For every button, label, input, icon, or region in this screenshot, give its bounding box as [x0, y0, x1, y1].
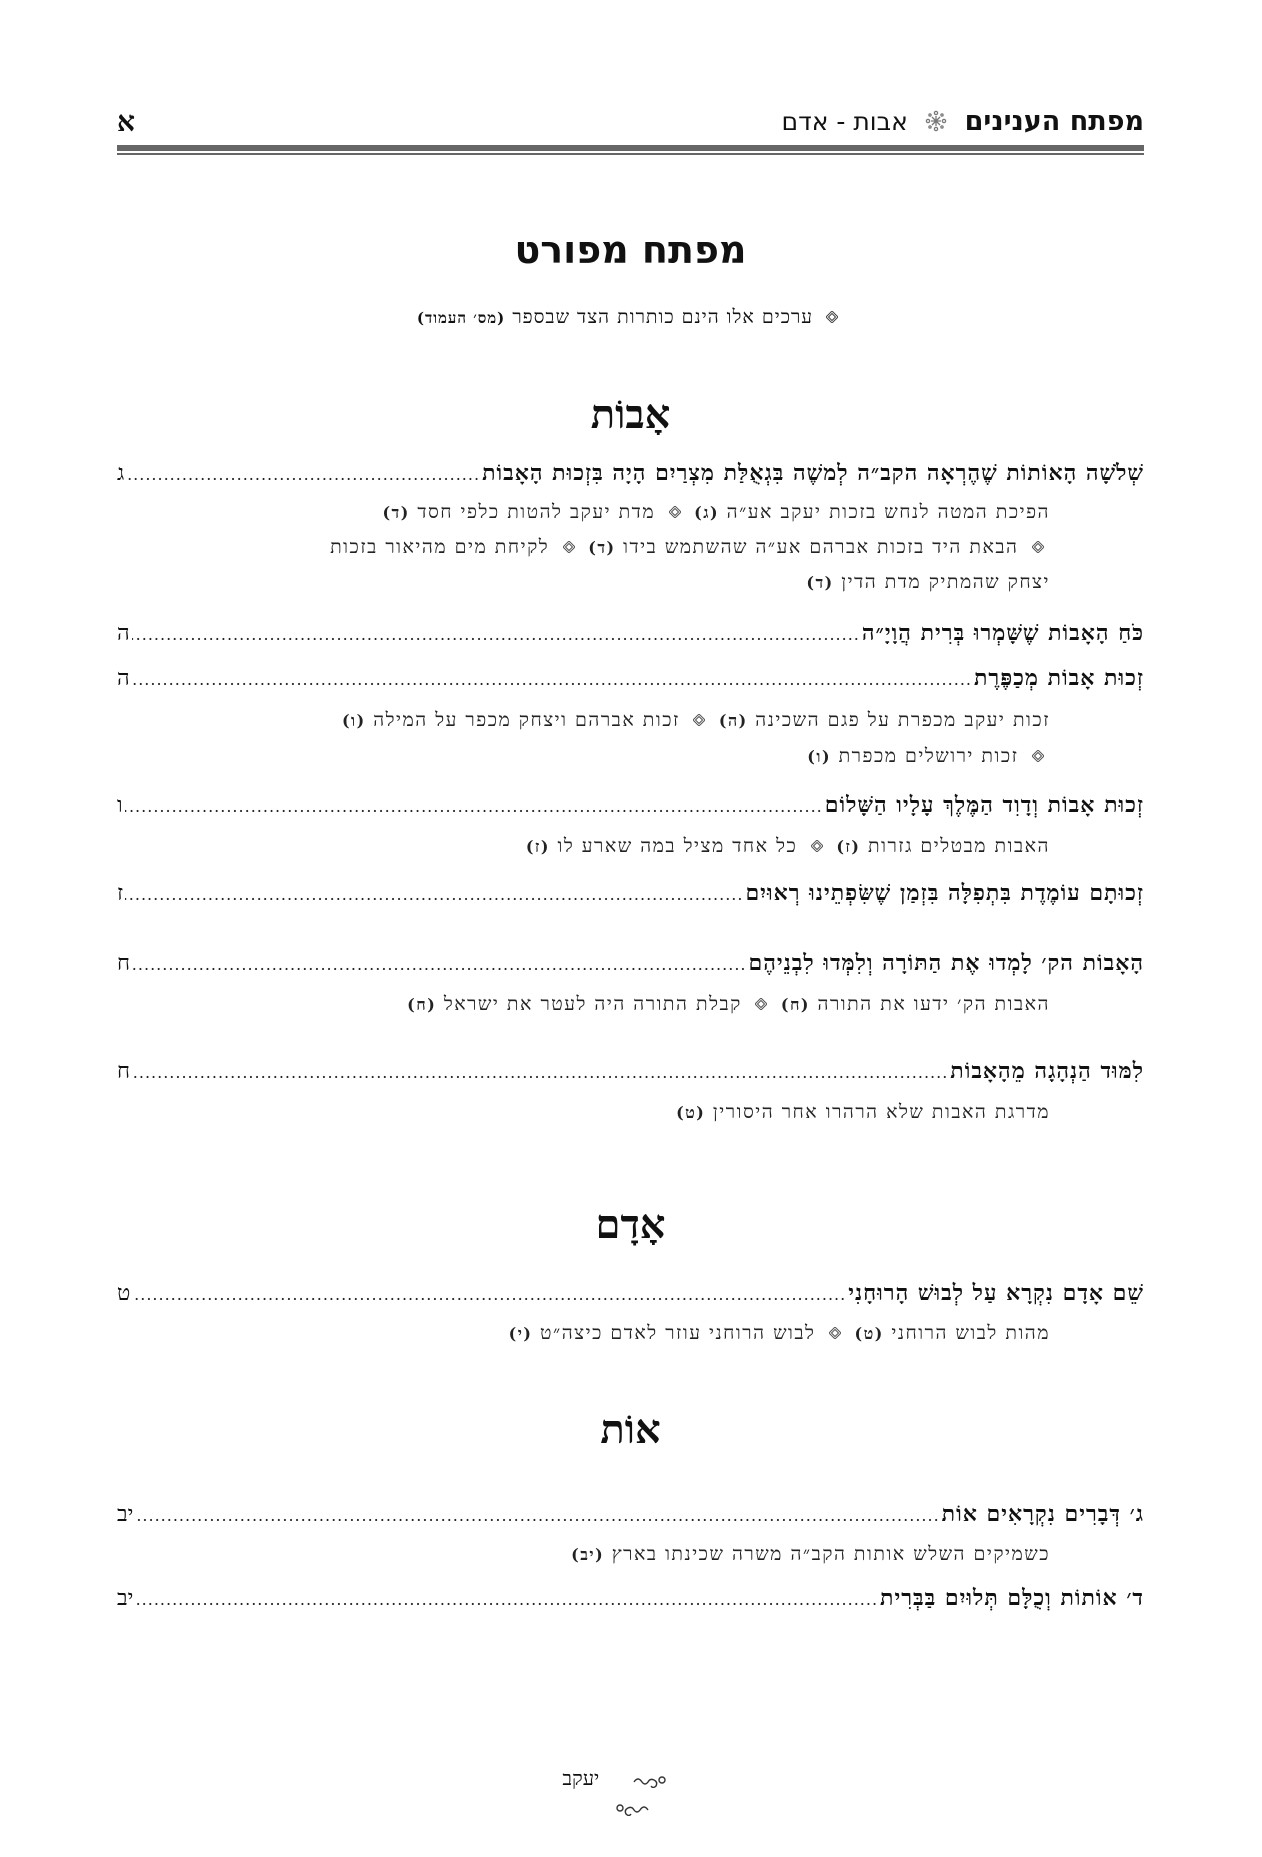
dot-leader	[125, 791, 823, 823]
subtopic-ref: (ח)	[780, 995, 810, 1014]
entry-subtopics	[150, 1318, 1050, 1349]
diamond-bullet-icon	[1032, 750, 1044, 762]
entry-title: לִמּוּד הַנְהָגָה מֵהָאָבוֹת	[950, 1058, 1144, 1084]
entry-page: ה	[117, 666, 130, 691]
diamond-bullet-icon	[826, 311, 838, 323]
flourish-ornament-icon	[632, 1772, 672, 1788]
entry-page: ג	[117, 461, 125, 486]
entry-page: ח	[117, 1059, 131, 1084]
entry-title: זְכוּתָם עוֹמֶדֶת בִּתְפִלָּה בִּזְמַן שֶׁשִּׂפְתֵינוּ רְאוּיִם	[745, 880, 1144, 906]
entry-subtopics	[150, 705, 1050, 736]
index-entry[interactable]	[117, 789, 1144, 821]
dot-leader	[132, 664, 972, 696]
entry-page: ה	[117, 621, 130, 646]
subtopic: הבאת היד בזכות אברהם אע״ה שהשתמש בידו	[623, 536, 1019, 558]
subtopic: האבות מבטלים גזרות	[868, 835, 1050, 857]
diamond-bullet-icon	[811, 840, 823, 852]
diamond-bullet-icon	[829, 1327, 841, 1339]
dot-leader	[135, 1500, 939, 1532]
subtopic: מדת יעקב להטות כלפי חסד	[417, 501, 656, 523]
subtopic: כשמיקים השלש אותות הקב״ה משרה שכינתו בארץ	[611, 1543, 1050, 1565]
subtopic: כל אחד מציל במה שארע לו	[557, 835, 798, 857]
running-header-title-group	[782, 104, 1144, 140]
entry-title: זְכוּת אָבוֹת מְכַפֶּרֶת	[973, 665, 1144, 691]
entry-subtopics	[150, 1097, 1050, 1128]
index-entry[interactable]	[117, 877, 1144, 909]
running-header	[117, 104, 1144, 140]
entry-title: כֹּחַ הָאָבוֹת שֶׁשָּׁמְרוּ בְּרִית הֲוָיָ״ה	[861, 620, 1144, 646]
entry-subtopics	[150, 497, 1050, 528]
subtopic: לקיחת מים מהיאור בזכות	[330, 536, 550, 558]
footer-text: יעקב	[562, 1766, 600, 1790]
index-entry[interactable]	[117, 617, 1144, 649]
entry-title: זְכוּת אָבוֹת וְדָוִד הַמֶּלֶךְ עָלָיו הַשָּׁלוֹם	[824, 792, 1144, 818]
subtopic-ref: (יב)	[571, 1545, 605, 1564]
subtitle-note: (מס׳ העמוד)	[416, 309, 506, 327]
index-entry[interactable]	[117, 1055, 1144, 1087]
subtopic: זכות ירושלים מכפרת	[838, 745, 1019, 767]
subtopic: מדרגת האבות שלא הרהרו אחר היסורין	[712, 1101, 1050, 1123]
entry-subtopics	[150, 532, 1050, 563]
index-entry[interactable]	[117, 1498, 1144, 1530]
index-entry[interactable]	[117, 947, 1144, 979]
subtopic-ref: (ד)	[806, 573, 834, 592]
entry-page: ו	[117, 793, 123, 818]
page-footer	[520, 1764, 740, 1820]
entry-title: שֵׁם אָדָם נִקְרָא עַל לְבוּשׁ הָרוּחָנִי	[848, 1280, 1144, 1306]
entry-subtopics	[150, 741, 1050, 772]
diamond-bullet-icon	[669, 506, 681, 518]
subtopic-ref: (ח)	[407, 995, 437, 1014]
entry-page: יב	[117, 1502, 134, 1527]
entry-page: יב	[117, 1586, 134, 1611]
diamond-bullet-icon	[1032, 541, 1044, 553]
subtopic: קבלת התורה היה לעטר את ישראל	[443, 993, 742, 1015]
subtopic-ref: (ז)	[836, 837, 861, 856]
dot-leader	[132, 1057, 948, 1089]
index-entry[interactable]	[117, 662, 1144, 694]
subtopic-ref: (ד)	[382, 503, 410, 522]
entry-page: ז	[117, 881, 124, 906]
section-heading-adam: אָדָם	[595, 1201, 666, 1248]
header-rule-thin	[117, 153, 1144, 155]
entry-subtopics	[150, 567, 1050, 598]
subtopic-ref: (ז)	[525, 837, 550, 856]
dot-leader	[135, 1584, 878, 1616]
section-heading-avot: אָבוֹת	[590, 391, 671, 438]
subtopic-ref: (ה)	[718, 711, 748, 730]
subtopic: יצחק שהמתיק מדת הדין	[841, 571, 1050, 593]
subtopic-ref: (ט)	[676, 1103, 706, 1122]
subtopic: האבות הק׳ ידעו את התורה	[817, 993, 1050, 1015]
index-entry[interactable]	[117, 1277, 1144, 1309]
subtopic-ref: (י)	[508, 1324, 533, 1343]
dot-leader	[132, 619, 860, 651]
diamond-bullet-icon	[755, 998, 767, 1010]
header-rule-thick	[117, 145, 1144, 151]
dot-leader	[132, 1279, 846, 1311]
entry-subtopics	[150, 989, 1050, 1020]
diamond-bullet-icon	[563, 541, 575, 553]
page-subtitle	[117, 303, 1144, 332]
subtopic-ref: (ו)	[341, 711, 366, 730]
subtopic-ref: (ג)	[694, 503, 720, 522]
page-letter: א	[117, 105, 135, 138]
entry-subtopics	[150, 1539, 1050, 1570]
entry-title: ג׳ דְּבָרִים נִקְרָאִים אוֹת	[941, 1501, 1144, 1527]
snowflake-ornament-icon	[925, 110, 947, 132]
subtopic: זכות יעקב מכפרת על פגם השכינה	[755, 709, 1050, 731]
page-title: מפתח מפורט	[514, 228, 747, 272]
subtopic: לבוש הרוחני עוזר לאדם כיצה״ט	[540, 1322, 816, 1344]
entry-title: הָאָבוֹת הק׳ לָמְדוּ אֶת הַתּוֹרָה וְלִמְּדוּ לִבְנֵיהֶם	[748, 950, 1144, 976]
flourish-ornament-icon	[610, 1800, 650, 1816]
running-header-subtitle: אבות - אדם	[781, 107, 908, 136]
dot-leader	[126, 459, 480, 491]
dot-leader	[132, 949, 746, 981]
subtopic: זכות אברהם ויצחק מכפר על המילה	[373, 709, 680, 731]
section-heading-ot: אוֹת	[600, 1406, 661, 1453]
entry-page: ח	[117, 951, 131, 976]
entry-title: ד׳ אוֹתוֹת וְכֻלָּם תְּלוּיִם בַּבְּרִית	[880, 1585, 1144, 1611]
dot-leader	[125, 879, 743, 911]
index-entry[interactable]	[117, 1582, 1144, 1614]
subtopic: הפיכת המטה לנחש בזכות יעקב אע״ה	[726, 501, 1050, 523]
index-entry[interactable]	[117, 457, 1144, 489]
entry-subtopics	[150, 831, 1050, 862]
subtopic: מהות לבוש הרוחני	[891, 1322, 1050, 1344]
subtitle-text: ערכים אלו הינם כותרות הצד שבספר	[512, 306, 814, 328]
subtopic-ref: (ו)	[807, 747, 832, 766]
diamond-bullet-icon	[693, 714, 705, 726]
entry-title: שְׁלֹשָׁה הָאוֹתוֹת שֶׁהֶרְאָה הקב״ה לְמשֶׁה בִּגְאֻלַּת מִצְרַיִם הָיָה בִּזְכוּת הָאָבוֹת	[482, 460, 1144, 486]
subtopic-ref: (ד)	[588, 538, 616, 557]
subtopic-ref: (ט)	[854, 1324, 884, 1343]
entry-page: ט	[117, 1281, 131, 1306]
running-header-title: מפתח הענינים	[964, 106, 1144, 137]
